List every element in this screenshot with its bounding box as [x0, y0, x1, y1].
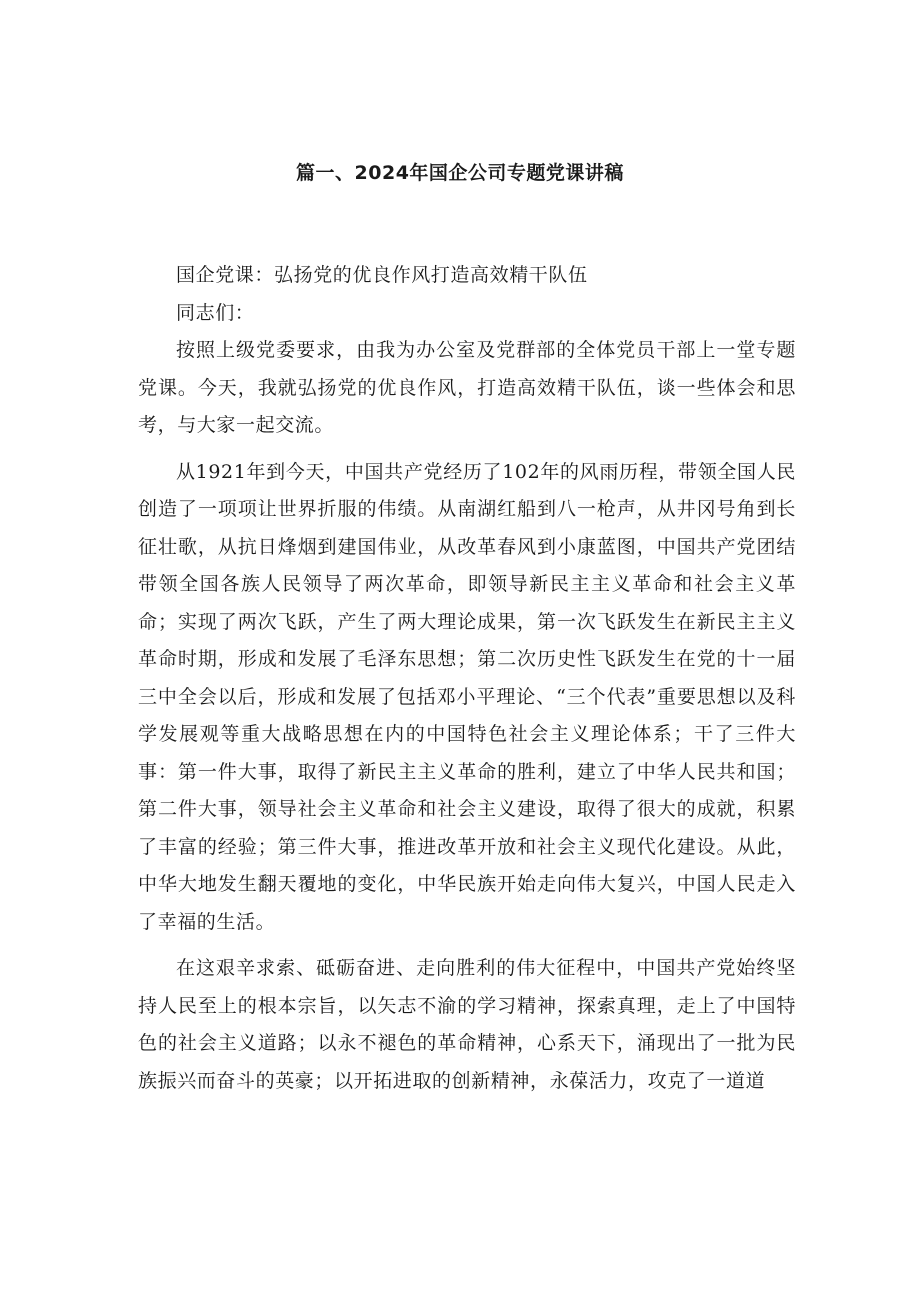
document-body	[138, 257, 796, 1100]
paragraph-subtitle: 国企党课：弘扬党的优良作风打造高效精干队伍	[176, 264, 588, 286]
document-title: 篇一、2024年国企公司专题党课讲稿	[296, 162, 624, 184]
paragraph-spirit: 在这艰辛求索、砥砺奋进、走向胜利的伟大征程中，中国共产党始终坚持人民至上的根本宗旨，以矢志不渝的学习精神，探索真理，走上了中国特色的社会主义道路；以永不褪色的革命精神，心系天下，涌现出了一批为民族振兴而奋斗的英豪；以开拓进取的创新精神，永葆活力，攻克了一道道	[138, 957, 796, 1092]
paragraph-intro: 按照上级党委要求，由我为办公室及党群部的全体党员干部上一堂专题党课。今天，我就弘扬党的优良作风，打造高效精干队伍，谈一些体会和思考，与大家一起交流。	[138, 339, 796, 436]
paragraph-salutation: 同志们：	[176, 301, 255, 324]
paragraph-history: 从1921年到今天，中国共产党经历了102年的风雨历程，带领全国人民创造了一项项让世界折服的伟绩。从南湖红船到八一枪声，从井冈号角到长征壮歌，从抗日烽烟到建国伟业，从改革春风到小康蓝图，中国共产党团结带领全国各族人民领导了两次革命，即领导新民主主义革命和社会主义革命；实现了两次飞跃，产生了两大理论成果，第一次飞跃发生在新民主主义革命时期，形成和发展了毛泽东思想；第二次历史性飞跃发生在党的十一届三中全会以后，形成和发展了包括邓小平理论、“三个代表”重要思想以及科学发展观等重大战略思想在内的中国特色社会主义理论体系；干了三件大事：第一件大事，取得了新民主主义革命的胜利，建立了中华人民共和国；第二件大事，领导社会主义革命和社会主义建设，取得了很大的成就，积累了丰富的经验；第三件大事，推进改革开放和社会主义现代化建设。从此，中华大地发生翻天覆地的变化，中华民族开始走向伟大复兴，中国人民走入了幸福的生活。	[138, 460, 796, 933]
